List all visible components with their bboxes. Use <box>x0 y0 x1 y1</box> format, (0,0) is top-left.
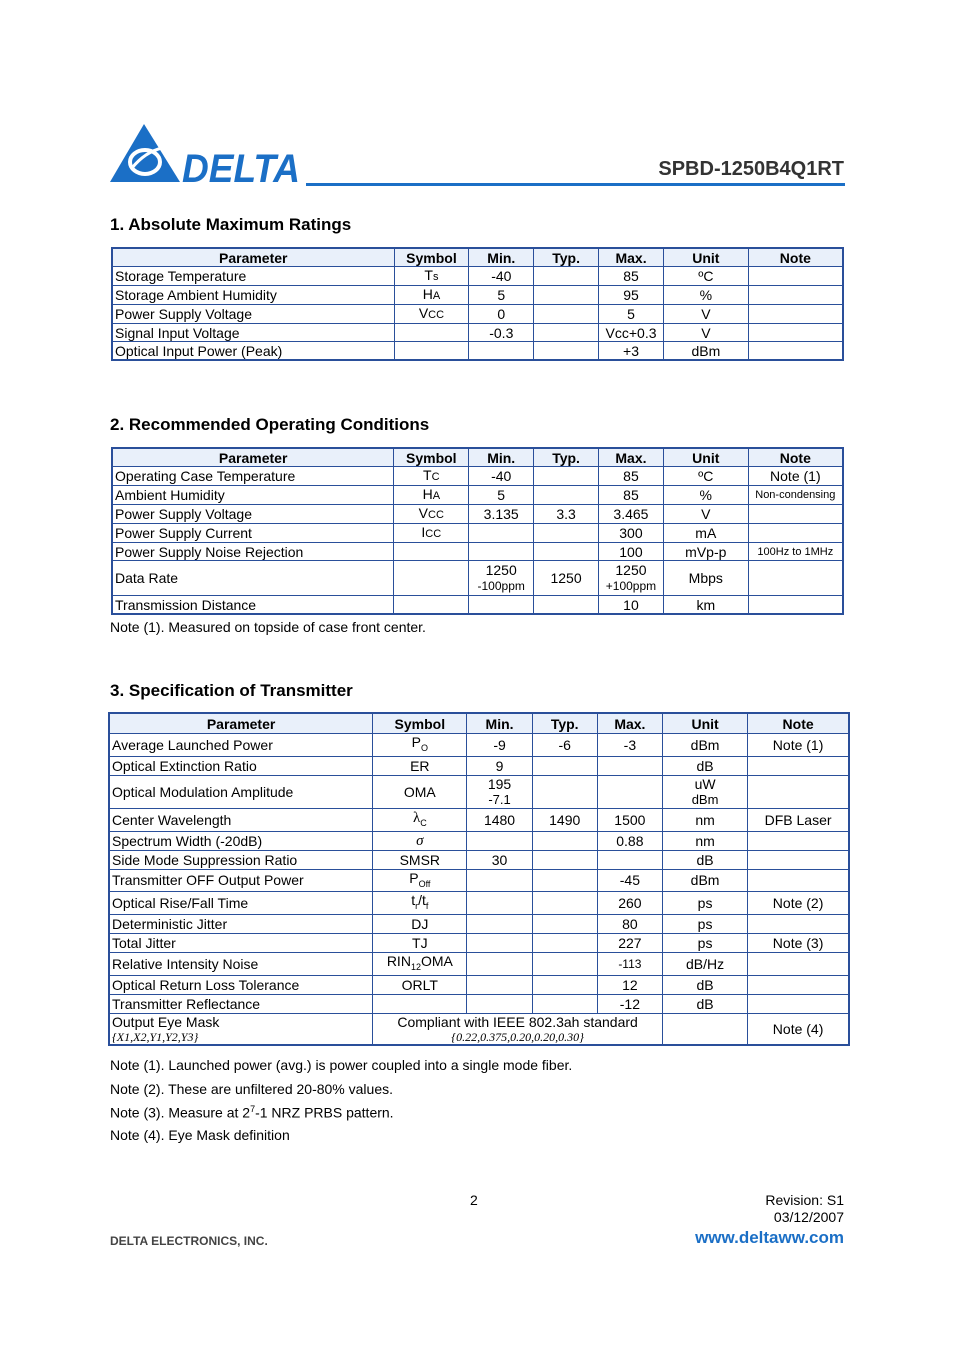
param-cell: Deterministic Jitter <box>109 915 373 934</box>
symbol-cell <box>394 543 469 561</box>
symbol-subscript: C <box>420 817 427 828</box>
note-cell <box>748 869 849 892</box>
param-cell: Optical Rise/Fall Time <box>109 892 373 915</box>
table-row <box>109 994 849 1013</box>
max-cell: Vcc+0.3 <box>599 324 664 342</box>
min-value-uw: 195 <box>487 775 512 792</box>
table-row <box>109 869 849 892</box>
param-cell: Center Wavelength <box>109 808 373 831</box>
table-row <box>109 775 849 808</box>
param-cell: Optical Modulation Amplitude <box>109 775 373 808</box>
max-cell: 100 <box>598 543 663 561</box>
min-value: 1250 <box>485 562 517 578</box>
note-cell <box>748 286 843 305</box>
symbol-cell <box>373 808 467 831</box>
note-cell: DFB Laser <box>748 808 849 831</box>
unit-cell: dBm <box>664 342 749 361</box>
symbol-main: H <box>422 486 433 502</box>
section-title-absolute-maximum-ratings: 1. Absolute Maximum Ratings <box>110 215 352 234</box>
symbol-cell <box>373 831 467 850</box>
typ-cell: 1250 <box>534 561 599 596</box>
symbol-cell <box>394 486 469 505</box>
note-cell: Note (4) <box>748 1013 849 1045</box>
max-cell <box>598 561 663 596</box>
column-header: Typ. <box>534 248 599 267</box>
company-name: DELTA ELECTRONICS, INC. <box>110 1234 268 1248</box>
note-cell: Note (2) <box>748 892 849 915</box>
min-cell: 9 <box>467 756 532 775</box>
column-header: Unit <box>664 248 749 267</box>
max-cell: 12 <box>597 975 662 994</box>
symbol-cell <box>373 994 467 1013</box>
column-header: Note <box>748 448 843 467</box>
min-cell <box>469 561 534 596</box>
column-header: Max. <box>598 448 663 467</box>
column-header: Symbol <box>373 713 467 734</box>
unit-cell: nm <box>662 808 747 831</box>
column-header: Typ. <box>532 713 597 734</box>
unit-cell: dB/Hz <box>662 953 747 976</box>
note-cell <box>748 505 843 524</box>
min-cell: 3.135 <box>469 505 534 524</box>
unit-cell: ps <box>662 892 747 915</box>
column-header: Note <box>748 248 843 267</box>
symbol-main: T <box>424 267 433 283</box>
transmitter-specification-table <box>108 712 850 1046</box>
param-cell: Spectrum Width (-20dB) <box>109 831 373 850</box>
table-row <box>112 324 843 342</box>
column-header: Min. <box>469 448 534 467</box>
typ-cell <box>532 934 597 953</box>
symbol-main: RIN <box>386 953 411 970</box>
column-header: Max. <box>597 713 662 734</box>
website-link[interactable]: www.deltaww.com <box>695 1228 844 1247</box>
section2-note: Note (1). Measured on topside of case front center. <box>110 619 426 635</box>
symbol-cell <box>394 267 469 286</box>
logo-text: DELTA <box>182 147 300 186</box>
table-row <box>112 486 843 505</box>
delta-logo <box>110 122 302 186</box>
transmitter-note-4: Note (4). Eye Mask definition <box>110 1127 290 1143</box>
table-row <box>109 808 849 831</box>
typ-cell: 1490 <box>532 808 597 831</box>
param-cell <box>109 1013 373 1045</box>
typ-cell <box>532 994 597 1013</box>
recommended-operating-conditions-table <box>111 447 844 615</box>
unit-dbm: dBm <box>691 791 719 807</box>
max-cell: 1500 <box>597 808 662 831</box>
page-number: 2 <box>470 1192 478 1208</box>
table-row <box>109 892 849 915</box>
min-cell: 5 <box>469 286 534 305</box>
column-header: Parameter <box>112 448 394 467</box>
eye-mask-spec-cell <box>373 1013 663 1045</box>
table-row <box>112 267 843 286</box>
revision-date: 03/12/2007 <box>773 1209 844 1225</box>
min-cell <box>467 775 532 808</box>
note-cell <box>748 775 849 808</box>
max-cell: 0.88 <box>597 831 662 850</box>
min-cell <box>469 342 534 361</box>
symbol-cell <box>394 561 469 596</box>
unit-cell: mA <box>663 524 748 543</box>
column-header: Min. <box>469 248 534 267</box>
lambda-symbol: λ <box>412 809 421 826</box>
unit-cell: Mbps <box>663 561 748 596</box>
symbol-main: I <box>421 524 426 540</box>
note-cell <box>748 975 849 994</box>
table-row <box>112 543 843 561</box>
column-header: Max. <box>599 248 664 267</box>
param-cell: Transmission Distance <box>112 596 394 615</box>
max-cell: +3 <box>599 342 664 361</box>
symbol-cell <box>394 342 469 361</box>
min-cell <box>469 596 534 615</box>
symbol-subscript: r <box>415 901 419 912</box>
column-header: Symbol <box>394 248 469 267</box>
typ-cell <box>532 831 597 850</box>
symbol-subscript: C <box>431 471 440 483</box>
min-cell <box>467 831 532 850</box>
min-value-dbm: -7.1 <box>488 791 511 807</box>
max-cell: -12 <box>597 994 662 1013</box>
symbol-main: T <box>423 467 432 483</box>
section-title-recommended-operating-conditions: 2. Recommended Operating Conditions <box>110 415 430 434</box>
note-cell <box>748 831 849 850</box>
min-cell: -0.3 <box>469 324 534 342</box>
symbol-cell: ORLT <box>373 975 467 994</box>
typ-cell <box>532 892 597 915</box>
unit-cell <box>662 775 747 808</box>
param-cell: Total Jitter <box>109 934 373 953</box>
table-row <box>109 915 849 934</box>
symbol-cell <box>373 734 467 757</box>
symbol-main: V <box>418 305 429 321</box>
note-cell <box>748 267 843 286</box>
transmitter-note-1: Note (1). Launched power (avg.) is power coupled into a single mode fiber. <box>110 1057 573 1073</box>
note-cell <box>748 596 843 615</box>
unit-cell: % <box>664 286 749 305</box>
symbol-subscript: CC <box>428 509 444 521</box>
param-label: Output Eye Mask <box>112 1013 220 1030</box>
symbol-main: H <box>422 286 433 302</box>
unit-cell: % <box>663 486 748 505</box>
unit-cell: km <box>663 596 748 615</box>
min-cell: 5 <box>469 486 534 505</box>
unit-cell: nm <box>662 831 747 850</box>
param-cell: Storage Temperature <box>112 267 394 286</box>
param-cell: Power Supply Current <box>112 524 394 543</box>
table-row <box>112 467 843 486</box>
column-header: Unit <box>663 448 748 467</box>
symbol-cell: ER <box>373 756 467 775</box>
header-rule <box>306 183 845 186</box>
max-tolerance: +100ppm <box>605 579 657 593</box>
symbol-subscript-2: f <box>425 901 429 912</box>
unit-cell: V <box>663 505 748 524</box>
note-cell: Note (3) <box>748 934 849 953</box>
symbol-cell <box>394 596 469 615</box>
typ-cell <box>532 915 597 934</box>
unit-cell: ps <box>662 915 747 934</box>
param-cell: Transmitter OFF Output Power <box>109 869 373 892</box>
symbol-cell: TJ <box>373 934 467 953</box>
column-header: Note <box>748 713 849 734</box>
max-cell <box>597 775 662 808</box>
absolute-maximum-ratings-table <box>111 247 844 361</box>
param-cell: Relative Intensity Noise <box>109 953 373 976</box>
symbol-main: V <box>418 505 429 521</box>
note-cell <box>748 994 849 1013</box>
symbol-cell <box>394 467 469 486</box>
table-header-row <box>109 713 849 734</box>
symbol-cell <box>373 953 467 976</box>
param-cell: Data Rate <box>112 561 394 596</box>
param-cell: Storage Ambient Humidity <box>112 286 394 305</box>
min-cell <box>467 934 532 953</box>
transmitter-note-3 <box>110 1104 394 1121</box>
param-cell: Optical Return Loss Tolerance <box>109 975 373 994</box>
unit-cell: ºC <box>664 267 749 286</box>
typ-cell <box>534 324 599 342</box>
note-cell <box>748 756 849 775</box>
column-header: Min. <box>467 713 532 734</box>
eye-mask-values: {0.22,0.375,0.20,0.20,0.30} <box>451 1029 584 1044</box>
symbol-subscript: A <box>432 490 441 502</box>
max-cell: 300 <box>598 524 663 543</box>
note-cell: 100Hz to 1MHz <box>748 543 843 561</box>
param-cell: Power Supply Voltage <box>112 505 394 524</box>
unit-cell: dB <box>662 994 747 1013</box>
revision-label: Revision: S1 <box>765 1192 844 1208</box>
table-row <box>112 286 843 305</box>
table-row <box>112 596 843 615</box>
note-cell: Non-condensing <box>748 486 843 505</box>
unit-cell: dB <box>662 850 747 869</box>
note3-exponent: 7 <box>250 1104 256 1114</box>
symbol-tail: OMA <box>420 953 453 970</box>
eye-mask-standard: Compliant with IEEE 802.3ah standard <box>397 1013 638 1030</box>
typ-cell <box>534 305 599 324</box>
max-cell: 3.465 <box>598 505 663 524</box>
typ-cell <box>532 775 597 808</box>
unit-cell <box>662 1013 747 1045</box>
max-cell: 85 <box>599 267 664 286</box>
min-cell: 1480 <box>467 808 532 831</box>
table-row <box>112 561 843 596</box>
symbol-cell <box>373 869 467 892</box>
param-cell: Signal Input Voltage <box>112 324 394 342</box>
param-cell: Side Mode Suppression Ratio <box>109 850 373 869</box>
unit-cell: dBm <box>662 869 747 892</box>
min-cell <box>467 892 532 915</box>
unit-cell: ºC <box>663 467 748 486</box>
typ-cell: -6 <box>532 734 597 757</box>
typ-cell <box>534 267 599 286</box>
param-cell: Optical Input Power (Peak) <box>112 342 394 361</box>
min-cell <box>467 915 532 934</box>
min-cell <box>469 524 534 543</box>
unit-cell: ps <box>662 934 747 953</box>
column-header: Typ. <box>534 448 599 467</box>
symbol-cell <box>394 505 469 524</box>
symbol-cell <box>394 286 469 305</box>
table-row <box>109 756 849 775</box>
unit-cell: dB <box>662 756 747 775</box>
table-row <box>109 975 849 994</box>
symbol-subscript: Off <box>418 878 431 889</box>
revision-block <box>765 1192 844 1226</box>
min-cell: -9 <box>467 734 532 757</box>
note-cell <box>748 953 849 976</box>
max-cell: 227 <box>597 934 662 953</box>
max-cell: -3 <box>597 734 662 757</box>
typ-cell <box>534 596 599 615</box>
symbol-cell <box>394 324 469 342</box>
max-cell: -45 <box>597 869 662 892</box>
max-value: 1250 <box>615 562 647 578</box>
sigma-symbol: σ <box>416 833 424 850</box>
min-cell <box>469 543 534 561</box>
typ-cell <box>532 850 597 869</box>
param-cell: Optical Extinction Ratio <box>109 756 373 775</box>
min-cell <box>467 975 532 994</box>
column-header: Symbol <box>394 448 469 467</box>
min-cell <box>467 869 532 892</box>
param-cell: Power Supply Noise Rejection <box>112 543 394 561</box>
typ-cell <box>532 975 597 994</box>
typ-cell <box>532 869 597 892</box>
typ-cell <box>534 286 599 305</box>
symbol-subscript: O <box>420 742 428 753</box>
min-cell <box>467 994 532 1013</box>
symbol-subscript: CC <box>428 309 445 321</box>
symbol-separator: /t <box>418 892 426 909</box>
unit-uw: uW <box>694 775 716 792</box>
min-cell: 30 <box>467 850 532 869</box>
symbol-cell <box>373 892 467 915</box>
column-header: Parameter <box>112 248 394 267</box>
typ-cell <box>534 524 599 543</box>
table-row <box>109 850 849 869</box>
max-cell: 80 <box>597 915 662 934</box>
note3-text-tail: -1 NRZ PRBS pattern. <box>255 1104 394 1121</box>
document-title: SPBD-1250B4Q1RT <box>658 158 844 180</box>
table-row <box>112 505 843 524</box>
unit-cell: mVp-p <box>663 543 748 561</box>
symbol-main: P <box>411 734 421 750</box>
table-row <box>109 831 849 850</box>
symbol-cell: OMA <box>373 775 467 808</box>
typ-cell <box>532 756 597 775</box>
typ-cell <box>534 543 599 561</box>
unit-cell: V <box>664 305 749 324</box>
symbol-cell <box>394 524 469 543</box>
symbol-cell <box>394 305 469 324</box>
symbol-main: t <box>411 892 416 909</box>
max-cell: 10 <box>598 596 663 615</box>
table-header-row <box>112 248 843 267</box>
max-cell: 85 <box>598 467 663 486</box>
min-cell <box>467 953 532 976</box>
min-cell: 0 <box>469 305 534 324</box>
table-row <box>109 953 849 976</box>
symbol-subscript: CC <box>425 528 442 540</box>
symbol-subscript: 12 <box>410 961 421 972</box>
symbol-subscript: s <box>432 271 439 283</box>
max-cell <box>597 756 662 775</box>
note-cell <box>748 915 849 934</box>
table-row <box>109 1013 849 1045</box>
table-row <box>112 305 843 324</box>
typ-cell <box>534 467 599 486</box>
max-cell <box>597 850 662 869</box>
param-cell: Transmitter Reflectance <box>109 994 373 1013</box>
param-cell: Operating Case Temperature <box>112 467 394 486</box>
note-cell <box>748 305 843 324</box>
max-cell: 85 <box>598 486 663 505</box>
symbol-cell: SMSR <box>373 850 467 869</box>
min-tolerance: -100ppm <box>477 579 525 593</box>
note-cell <box>748 524 843 543</box>
typ-cell <box>534 486 599 505</box>
table-row <box>109 934 849 953</box>
unit-cell: dBm <box>662 734 747 757</box>
typ-cell: 3.3 <box>534 505 599 524</box>
max-cell: 260 <box>597 892 662 915</box>
table-row <box>112 342 843 361</box>
param-cell: Power Supply Voltage <box>112 305 394 324</box>
table-row <box>109 734 849 757</box>
unit-cell: dB <box>662 975 747 994</box>
note-cell <box>748 850 849 869</box>
symbol-main: P <box>409 869 419 886</box>
note-cell <box>748 342 843 361</box>
note-cell: Note (1) <box>748 467 843 486</box>
column-header: Parameter <box>109 713 373 734</box>
typ-cell <box>534 342 599 361</box>
table-row <box>112 524 843 543</box>
param-cell: Average Launched Power <box>109 734 373 757</box>
transmitter-note-2: Note (2). These are unfiltered 20-80% values. <box>110 1081 394 1097</box>
max-cell: 95 <box>599 286 664 305</box>
unit-cell: V <box>664 324 749 342</box>
note-cell <box>748 324 843 342</box>
note-cell <box>748 561 843 596</box>
param-cell: Ambient Humidity <box>112 486 394 505</box>
column-header: Unit <box>662 713 747 734</box>
param-sublabel: {X1,X2,Y1,Y2,Y3} <box>112 1029 199 1044</box>
min-cell: -40 <box>469 267 534 286</box>
section-title-specification-of-transmitter: 3. Specification of Transmitter <box>110 681 353 700</box>
max-cell: -113 <box>597 953 662 976</box>
note3-text: Note (3). Measure at 2 <box>110 1104 251 1121</box>
symbol-cell: DJ <box>373 915 467 934</box>
max-cell: 5 <box>599 305 664 324</box>
min-cell: -40 <box>469 467 534 486</box>
typ-cell <box>532 953 597 976</box>
table-header-row <box>112 448 843 467</box>
symbol-subscript: A <box>432 290 441 302</box>
note-cell: Note (1) <box>748 734 849 757</box>
